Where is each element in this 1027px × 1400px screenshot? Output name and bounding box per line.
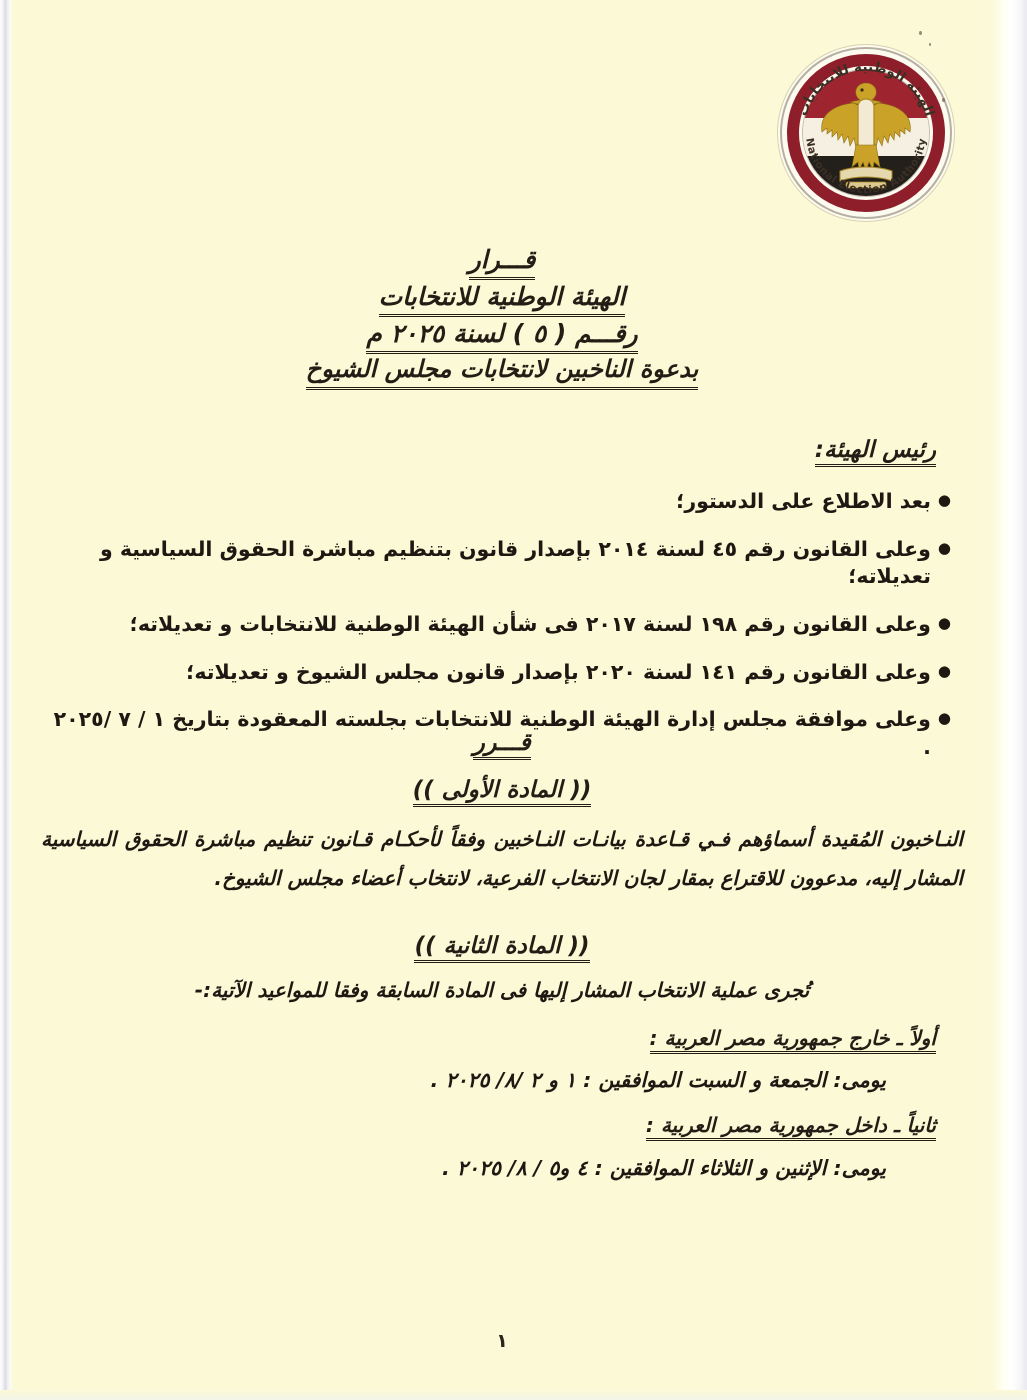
page-content: [13, 0, 991, 1400]
document-title-block: [13, 243, 991, 390]
list-item: [43, 536, 951, 591]
scan-speck: [919, 31, 922, 35]
list-item: [43, 611, 951, 639]
article-two-heading: (( المادة الثانية )): [13, 933, 991, 959]
list-item: [43, 488, 951, 516]
bullet-icon: ●: [937, 491, 951, 509]
seal-lettering: [778, 45, 954, 221]
bullet-icon: ●: [937, 661, 951, 680]
article-one-body: النـاخبون المُقيدة أسماؤهم فـي قـاعدة بيانـات النـاخبين وفقاً لأحكـام قـانون تنظيم مباشرة الحقوق السياسية المشار إليه، مدعوون للاقتراع بمقار لجان الانتخاب الفرعية، لانتخاب أعضاء مجلس الشيوخ.: [41, 827, 963, 890]
list-item: [43, 659, 951, 687]
bullet-icon: ●: [937, 538, 951, 557]
schedule-domestic-dates: يومى: الإثنين و الثلاثاء الموافقين : ٤ و٥ / ٨/ ٢٠٢٥ .: [441, 1156, 886, 1180]
title-line-subject: بدعوة الناخبين لانتخابات مجلس الشيوخ: [13, 354, 991, 390]
decided-heading: قـــرر: [13, 728, 991, 756]
page-right-edge: [991, 0, 1027, 1400]
schedule-abroad-label: أولاً ـ خارج جمهورية مصر العربية :: [650, 1026, 936, 1050]
clause-text: بعد الاطلاع على الدستور؛: [676, 489, 931, 513]
page-left-edge: [0, 0, 13, 1400]
title-line-decision: قـــرار: [13, 243, 991, 280]
svg-text:الهيئة الوطنية للانتخابات: الهيئة الوطنية للانتخابات: [794, 58, 938, 119]
clause-text: وعلى موافقة مجلس إدارة الهيئة الوطنية للانتخابات بجلسته المعقودة بتاريخ ١ / ٧ /٢٠٢٥ .: [53, 707, 931, 760]
schedule-abroad-dates: يومى: الجمعة و السبت الموافقين : ١ و ٢ /٨/ ٢٠٢٥ .: [430, 1068, 886, 1092]
bullet-icon: ●: [937, 614, 951, 633]
bullet-icon: ●: [937, 709, 951, 728]
page-number: ١: [496, 1330, 508, 1352]
clause-text: وعلى القانون رقم ١٩٨ لسنة ٢٠١٧ فى شأن الهيئة الوطنية للانتخابات و تعديلاته؛: [129, 612, 931, 637]
title-line-number-year: رقـــم ( ٥ ) لسنة ٢٠٢٥ م: [13, 317, 991, 354]
national-election-authority-logo: [778, 45, 954, 221]
seal-icon: [778, 45, 954, 221]
clause-text: وعلى القانون رقم ٤٥ لسنة ٢٠١٤ بإصدار قانون بتنظيم مباشرة الحقوق السياسية و تعديلاته؛: [99, 536, 931, 589]
article-one-heading: (( المادة الأولى )): [13, 777, 991, 803]
title-line-authority: الهيئة الوطنية للانتخابات: [13, 280, 991, 317]
chairman-heading: رئيس الهيئة:: [815, 437, 936, 463]
svg-text:National Election Authority: National Election Authority: [803, 137, 929, 197]
article-two-intro: تُجرى عملية الانتخاب المشار إليها فى المادة السابقة وفقا للمواعيد الآتية:-: [194, 978, 810, 1002]
clause-text: وعلى القانون رقم ١٤١ لسنة ٢٠٢٠ بإصدار قانون مجلس الشيوخ و تعديلاته؛: [186, 659, 931, 684]
schedule-domestic-label: ثانياً ـ داخل جمهورية مصر العربية :: [646, 1113, 936, 1137]
